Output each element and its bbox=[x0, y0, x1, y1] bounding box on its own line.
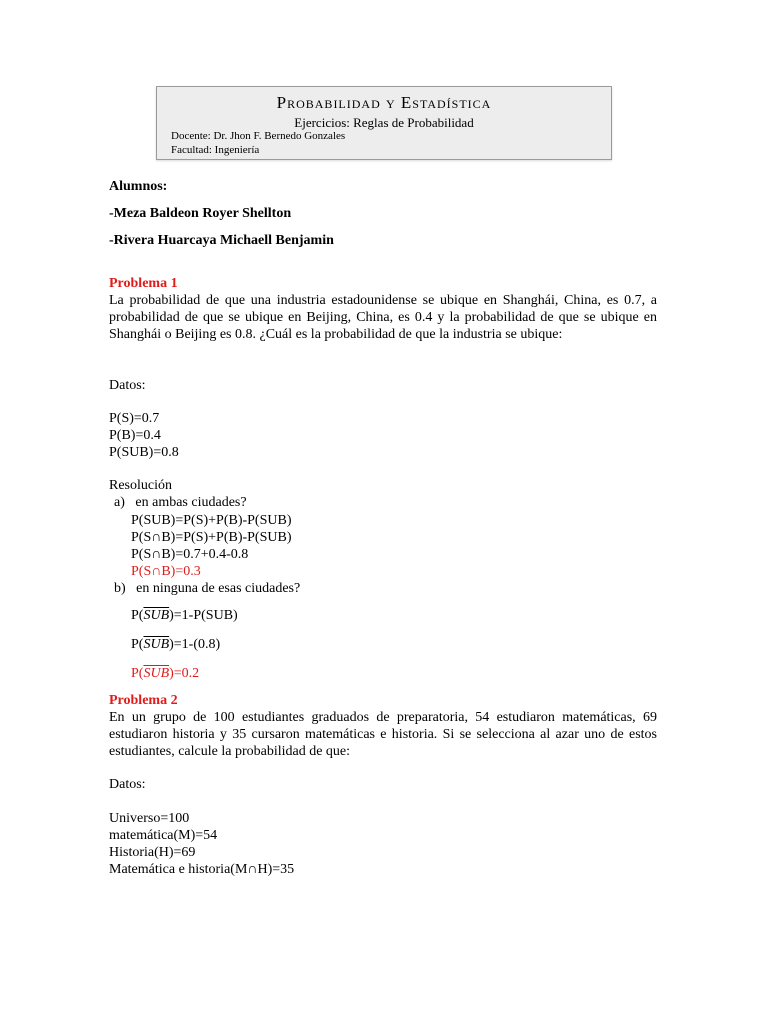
item-a-marker: a) bbox=[114, 495, 125, 510]
item-b-text: en ninguna de esas ciudades? bbox=[136, 581, 301, 596]
datos-item: P(B)=0.4 bbox=[109, 428, 161, 443]
facultad-line: Facultad: Ingeniería bbox=[171, 144, 260, 156]
complement-symbol: $\overline{SUB}$ bbox=[143, 637, 170, 652]
datos-item: Universo=100 bbox=[109, 811, 190, 826]
student-name-2: -Rivera Huarcaya Michaell Benjamin bbox=[109, 233, 334, 248]
step-suffix: )=1-(0.8) bbox=[169, 637, 221, 652]
datos-item: matemática(M)=54 bbox=[109, 828, 218, 843]
step-b-1 bbox=[131, 607, 238, 624]
step-suffix: )=0.2 bbox=[169, 666, 200, 681]
step-a: P(S∩B)=P(S)+P(B)-P(SUB) bbox=[131, 530, 292, 545]
student-name-1: -Meza Baldeon Royer Shellton bbox=[109, 206, 292, 221]
result-a: P(S∩B)=0.3 bbox=[131, 564, 201, 579]
step-a: P(S∩B)=0.7+0.4-0.8 bbox=[131, 547, 249, 562]
step-prefix: P( bbox=[131, 666, 144, 681]
course-title: Probabilidad y Estadística bbox=[276, 93, 492, 112]
step-prefix: P( bbox=[131, 608, 144, 623]
problema1-datos-label: Datos: bbox=[109, 378, 146, 393]
item-b-marker: b) bbox=[114, 581, 126, 596]
datos-item: P(S)=0.7 bbox=[109, 411, 160, 426]
problema1-statement: La probabilidad de que una industria estadounidense se ubique en Shanghái, China, es 0.7, a probabilidad de que se ubique en Beijing, China, es 0.4 y la probabilidad de que se ubique en Shanghái o Beijing es 0.8. ¿Cuál es la probabilidad de que la industria se ubique: bbox=[109, 293, 657, 342]
problema2-title: Problema 2 bbox=[109, 693, 178, 708]
exercise-subtitle: Ejercicios: Reglas de Probabilidad bbox=[294, 115, 474, 130]
complement-symbol: $\overline{SUB}$ bbox=[143, 666, 170, 681]
datos-item: Historia(H)=69 bbox=[109, 845, 196, 860]
docente-line: Docente: Dr. Jhon F. Bernedo Gonzales bbox=[171, 130, 346, 142]
document-header bbox=[156, 86, 612, 160]
item-b bbox=[114, 580, 300, 597]
step-suffix: )=1-P(SUB) bbox=[169, 608, 238, 623]
problema1-title: Problema 1 bbox=[109, 276, 178, 291]
result-b bbox=[131, 665, 199, 682]
step-a: P(SUB)=P(S)+P(B)-P(SUB) bbox=[131, 513, 292, 528]
step-b-2 bbox=[131, 636, 220, 653]
datos-item: Matemática e historia(M∩H)=35 bbox=[109, 862, 295, 877]
resolucion-label: Resolución bbox=[109, 478, 172, 493]
problema2-statement: En un grupo de 100 estudiantes graduados de preparatoria, 54 estudiaron matemáticas, 69 estudiaron historia y 35 cursaron matemáticas e historia. Si se selecciona al azar uno de estos estudiantes, calcule la probabilidad de que: bbox=[109, 710, 657, 759]
item-a-text: en ambas ciudades? bbox=[135, 495, 247, 510]
item-a bbox=[114, 494, 247, 511]
problema2-datos-label: Datos: bbox=[109, 777, 146, 792]
alumnos-label: Alumnos: bbox=[109, 179, 168, 194]
complement-symbol: $\overline{SUB}$ bbox=[143, 608, 170, 623]
step-prefix: P( bbox=[131, 637, 144, 652]
datos-item: P(SUB)=0.8 bbox=[109, 445, 179, 460]
